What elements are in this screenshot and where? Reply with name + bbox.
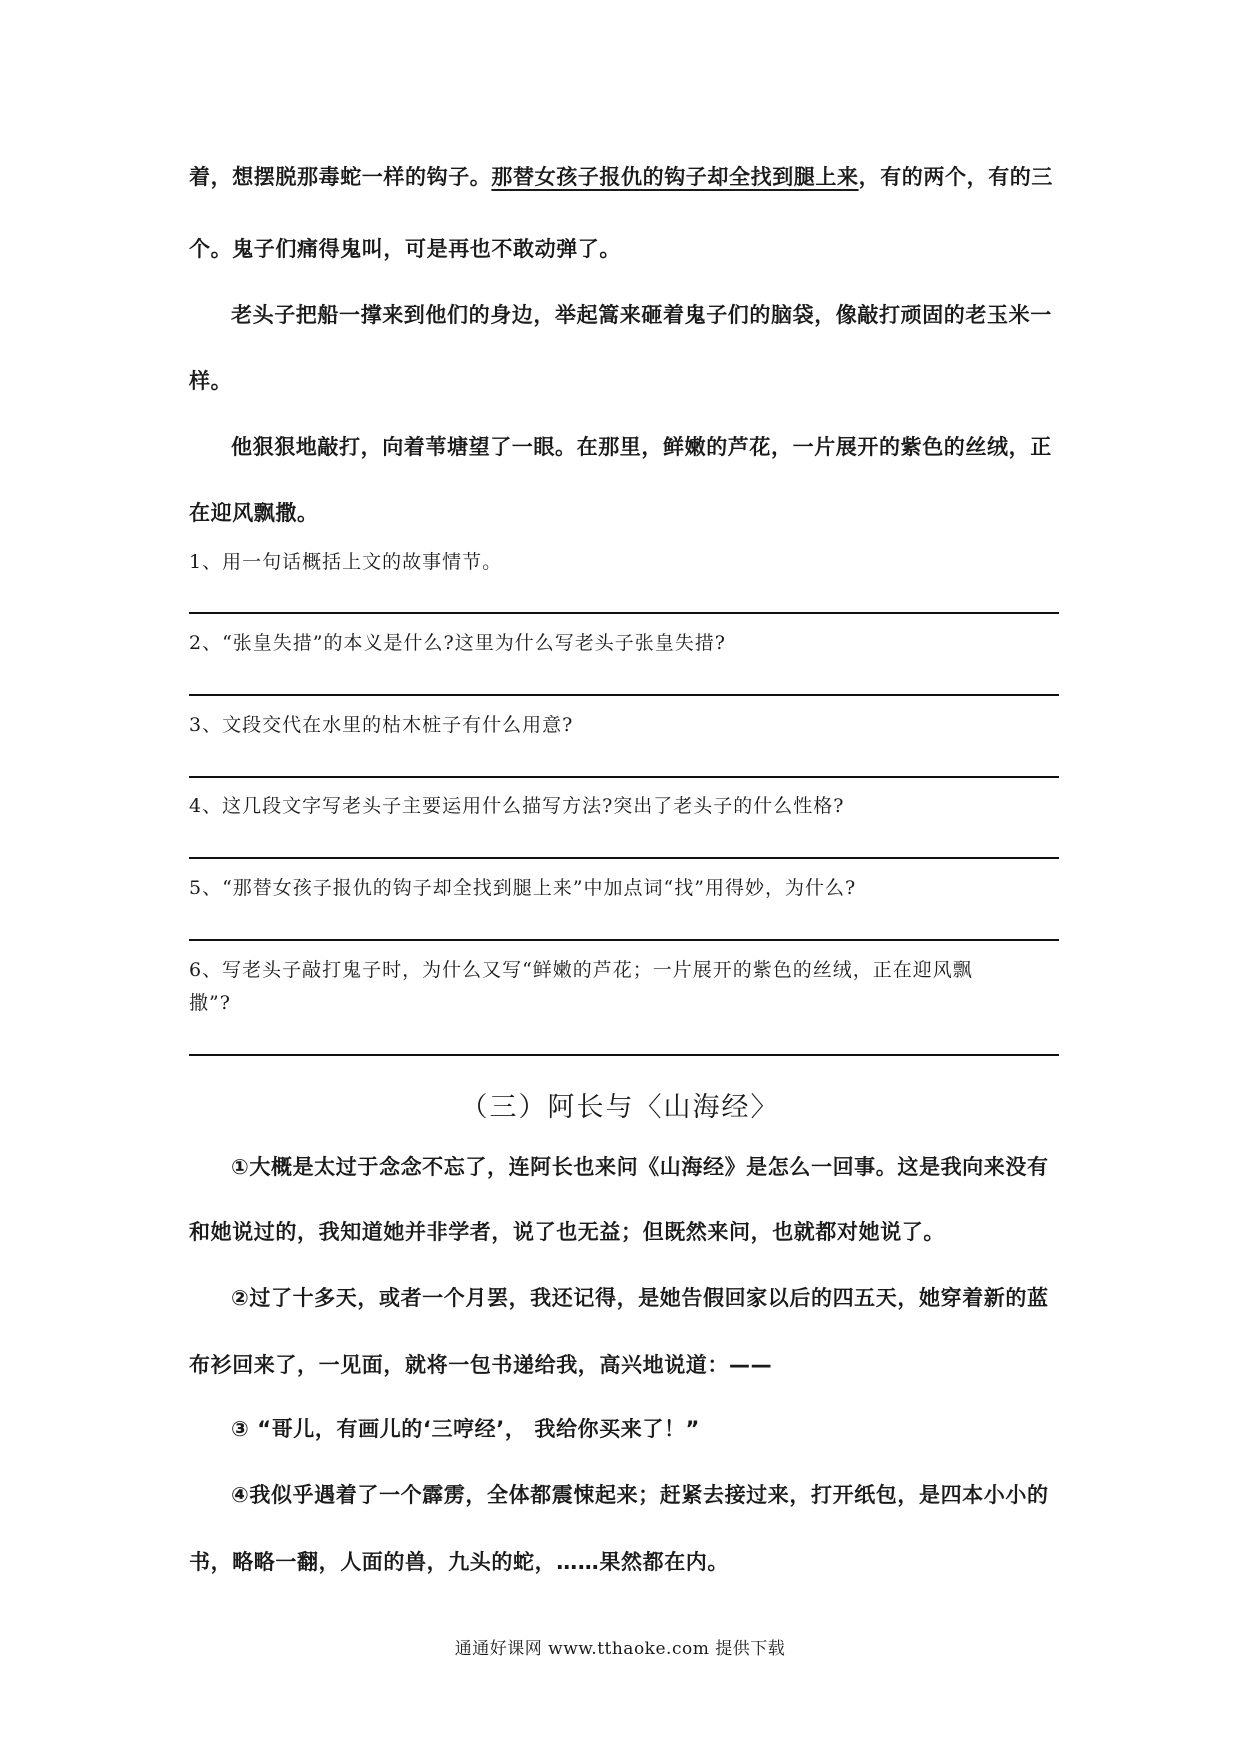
text-span: 着，想摆脱那毒蛇一样的钩子。 bbox=[189, 165, 492, 189]
text-span: ，有的两个，有的三 bbox=[858, 165, 1054, 189]
question-4: 4、这几段文字写老头子主要运用什么描写方法?突出了老头子的什么性格? bbox=[189, 795, 845, 817]
answer-line-2 bbox=[189, 694, 1059, 696]
passage2-para4-line2: 书，略略一翻，人面的兽，九头的蛇，……果然都在内。 bbox=[189, 1550, 729, 1574]
passage2-para4-line1: ④我似乎遇着了一个霹雳，全体都震悚起来；赶紧去接过来，打开纸包，是四本小小的 bbox=[231, 1483, 1049, 1507]
answer-line-4 bbox=[189, 857, 1059, 859]
answer-line-3 bbox=[189, 776, 1059, 778]
underlined-sentence: 那替女孩子报仇的钩子却全找到腿上来 bbox=[491, 165, 859, 189]
passage2-para3: ③ “哥儿，有画儿的‘三哼经’， 我给你买来了！” bbox=[231, 1417, 700, 1441]
passage-p3-line1: 他狠狠地敲打，向着苇塘望了一眼。在那里，鲜嫩的芦花，一片展开的紫色的丝绒，正 bbox=[231, 435, 1052, 459]
page-footer: 通通好课网 www.tthaoke.com 提供下载 bbox=[454, 1639, 786, 1659]
passage-p1-line2: 个。鬼子们痛得鬼叫，可是再也不敢动弹了。 bbox=[189, 237, 621, 261]
passage-p1-line1 bbox=[189, 162, 1059, 192]
passage-p3-line2: 在迎风飘撒。 bbox=[189, 501, 319, 525]
passage2-para1-line2: 和她说过的，我知道她并非学者，说了也无益；但既然来问，也就都对她说了。 bbox=[189, 1220, 945, 1244]
passage2-para2-line1: ②过了十多天，或者一个月罢，我还记得，是她告假回家以后的四五天，她穿着新的蓝 bbox=[231, 1286, 1049, 1310]
passage-p2-line2: 样。 bbox=[189, 369, 233, 393]
passage2-para2-line2: 布衫回来了，一见面，就将一包书递给我，高兴地说道：—— bbox=[189, 1353, 773, 1377]
answer-line-6 bbox=[189, 1054, 1059, 1056]
answer-line-5 bbox=[189, 939, 1059, 941]
question-5: 5、“那替女孩子报仇的钩子却全找到腿上来”中加点词“找”用得妙，为什么? bbox=[189, 877, 857, 899]
answer-line-1 bbox=[189, 612, 1059, 614]
question-3: 3、文段交代在水里的枯木桩子有什么用意? bbox=[189, 714, 574, 736]
passage2-para1-line1: ①大概是太过于念念不忘了，连阿长也来问《山海经》是怎么一回事。这是我向来没有 bbox=[231, 1155, 1049, 1179]
question-6-line2: 撒”? bbox=[189, 992, 231, 1014]
question-1: 1、用一句话概括上文的故事情节。 bbox=[189, 551, 503, 573]
section-title: （三）阿长与〈山海经〉 bbox=[460, 1092, 780, 1123]
question-2: 2、“张皇失措”的本义是什么?这里为什么写老头子张皇失措? bbox=[189, 632, 726, 654]
question-6-line1: 6、写老头子敲打鬼子时，为什么又写“鲜嫩的芦花；一片展开的紫色的丝绒，正在迎风飘 bbox=[189, 959, 973, 981]
passage-p2-line1: 老头子把船一撑来到他们的身边，举起篙来砸着鬼子们的脑袋，像敲打顽固的老玉米一 bbox=[231, 303, 1052, 327]
